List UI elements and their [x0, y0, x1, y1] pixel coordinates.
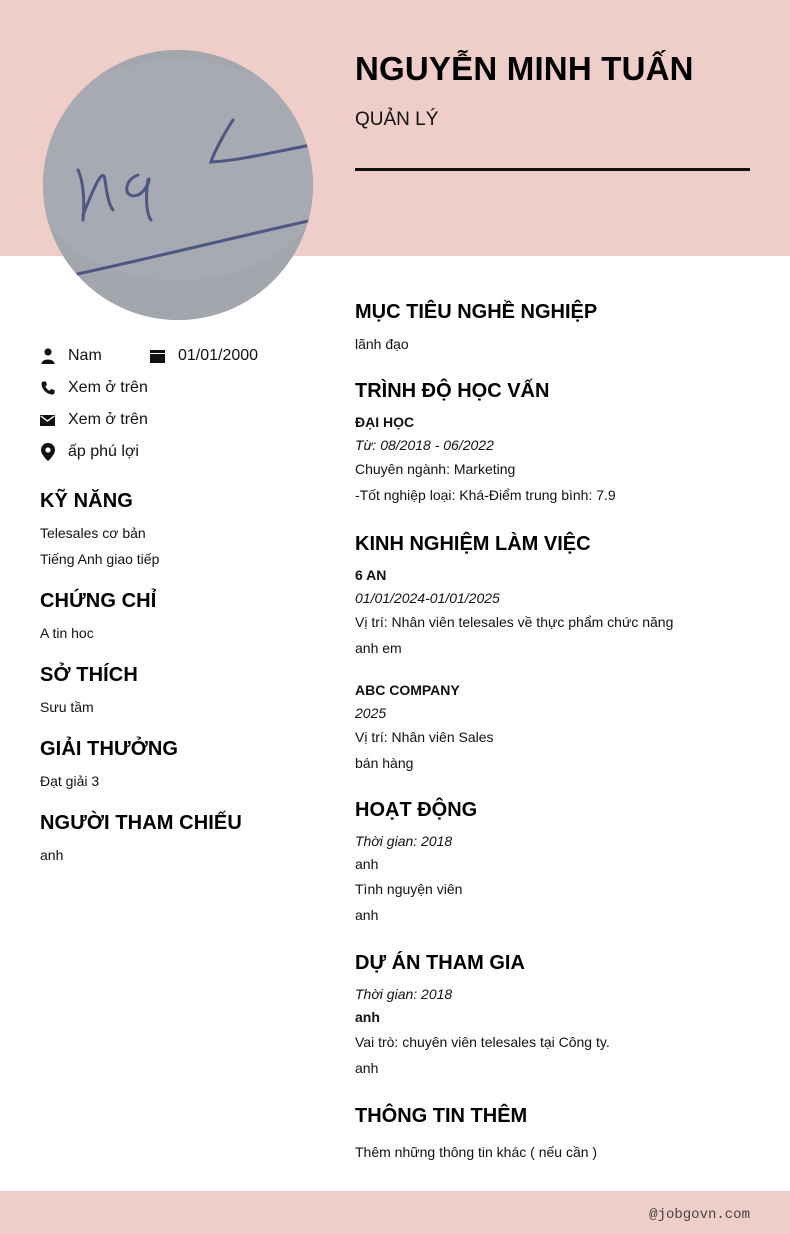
reference-item: anh: [40, 847, 64, 863]
projects-section: [355, 952, 755, 1076]
phone-icon: [40, 380, 55, 396]
references-title: NGƯỜI THAM CHIẾU: [40, 812, 242, 834]
job-period: 01/01/2024-01/01/2025: [355, 590, 500, 606]
skills-title: KỸ NĂNG: [40, 490, 133, 512]
job-description: bán hàng: [355, 755, 414, 771]
calendar-icon: [150, 348, 165, 364]
skills-section: [40, 490, 330, 572]
education-period: Từ: 08/2018 - 06/2022: [355, 437, 494, 453]
info-row-email: [40, 404, 330, 436]
project-role: Vai trò: chuyên viên telesales tại Công ty.: [355, 1034, 610, 1050]
objective-section: [355, 301, 755, 352]
project-description: anh: [355, 1060, 379, 1076]
job-position: Vị trí: Nhân viên telesales về thực phẩm chức năng: [355, 614, 674, 630]
skill-item: Telesales cơ bản: [40, 525, 146, 541]
award-item: Đạt giải 3: [40, 773, 100, 789]
projects-title: DỰ ÁN THAM GIA: [355, 952, 525, 974]
education-school: ĐẠI HỌC: [355, 414, 415, 430]
footer-brand[interactable]: @jobgovn.com: [649, 1207, 750, 1223]
phone-text: Xem ở trên: [68, 379, 148, 396]
job-company: ABC COMPANY: [355, 682, 460, 698]
experience-job-2: [355, 682, 755, 771]
experience-section: [355, 533, 755, 656]
job-period: 2025: [355, 705, 387, 721]
candidate-role: QUẢN LÝ: [355, 109, 439, 130]
hobbies-title: SỞ THÍCH: [40, 664, 138, 686]
birthday-field: [150, 347, 258, 365]
mail-icon: [40, 412, 55, 428]
awards-title: GIẢI THƯỞNG: [40, 738, 179, 760]
address-text: ấp phú lợi: [68, 443, 139, 460]
awards-section: [40, 738, 330, 794]
references-section: [40, 812, 330, 868]
activities-section: [355, 799, 755, 923]
objective-title: MỤC TIÊU NGHỀ NGHIỆP: [355, 301, 598, 323]
job-company: 6 AN: [355, 567, 387, 583]
info-row-address: [40, 436, 330, 468]
project-time: Thời gian: 2018: [355, 986, 453, 1002]
activity-organization: anh: [355, 856, 379, 872]
activity-time: Thời gian: 2018: [355, 833, 453, 849]
avatar: [43, 50, 313, 320]
job-description: anh em: [355, 640, 402, 656]
gender-field: [40, 347, 150, 365]
activities-title: HOẠT ĐỘNG: [355, 799, 478, 821]
left-column: [40, 340, 330, 868]
job-position: Vị trí: Nhân viên Sales: [355, 729, 494, 745]
skill-item: Tiếng Anh giao tiếp: [40, 551, 160, 567]
education-section: [355, 380, 755, 503]
hobbies-section: [40, 664, 330, 720]
info-row-gender-birthday: [40, 340, 330, 372]
info-row-phone: [40, 372, 330, 404]
education-title: TRÌNH ĐỘ HỌC VẤN: [355, 380, 550, 402]
gender-text: Nam: [68, 347, 102, 364]
person-icon: [40, 348, 55, 364]
additional-info-text: Thêm những thông tin khác ( nếu cần ): [355, 1144, 598, 1160]
location-pin-icon: [40, 444, 55, 460]
education-major: Chuyên ngành: Marketing: [355, 461, 516, 477]
header-divider: [355, 168, 750, 171]
education-grade: -Tốt nghiệp loại: Khá-Điểm trung bình: 7.9: [355, 487, 616, 503]
hobby-item: Sưu tầm: [40, 699, 94, 715]
email-text: Xem ở trên: [68, 411, 148, 428]
experience-title: KINH NGHIỆM LÀM VIỆC: [355, 533, 591, 555]
additional-info-title: THÔNG TIN THÊM: [355, 1105, 528, 1127]
certificates-title: CHỨNG CHỈ: [40, 590, 157, 612]
objective-text: lãnh đạo: [355, 336, 409, 352]
project-name: anh: [355, 1009, 380, 1025]
additional-info-section: [355, 1105, 755, 1160]
certificate-item: A tin hoc: [40, 625, 94, 641]
candidate-name: NGUYỄN MINH TUẤN: [355, 50, 694, 87]
birthday-text: 01/01/2000: [178, 347, 259, 364]
activity-role: Tình nguyện viên: [355, 881, 463, 897]
activity-description: anh: [355, 907, 379, 923]
certificates-section: [40, 590, 330, 646]
